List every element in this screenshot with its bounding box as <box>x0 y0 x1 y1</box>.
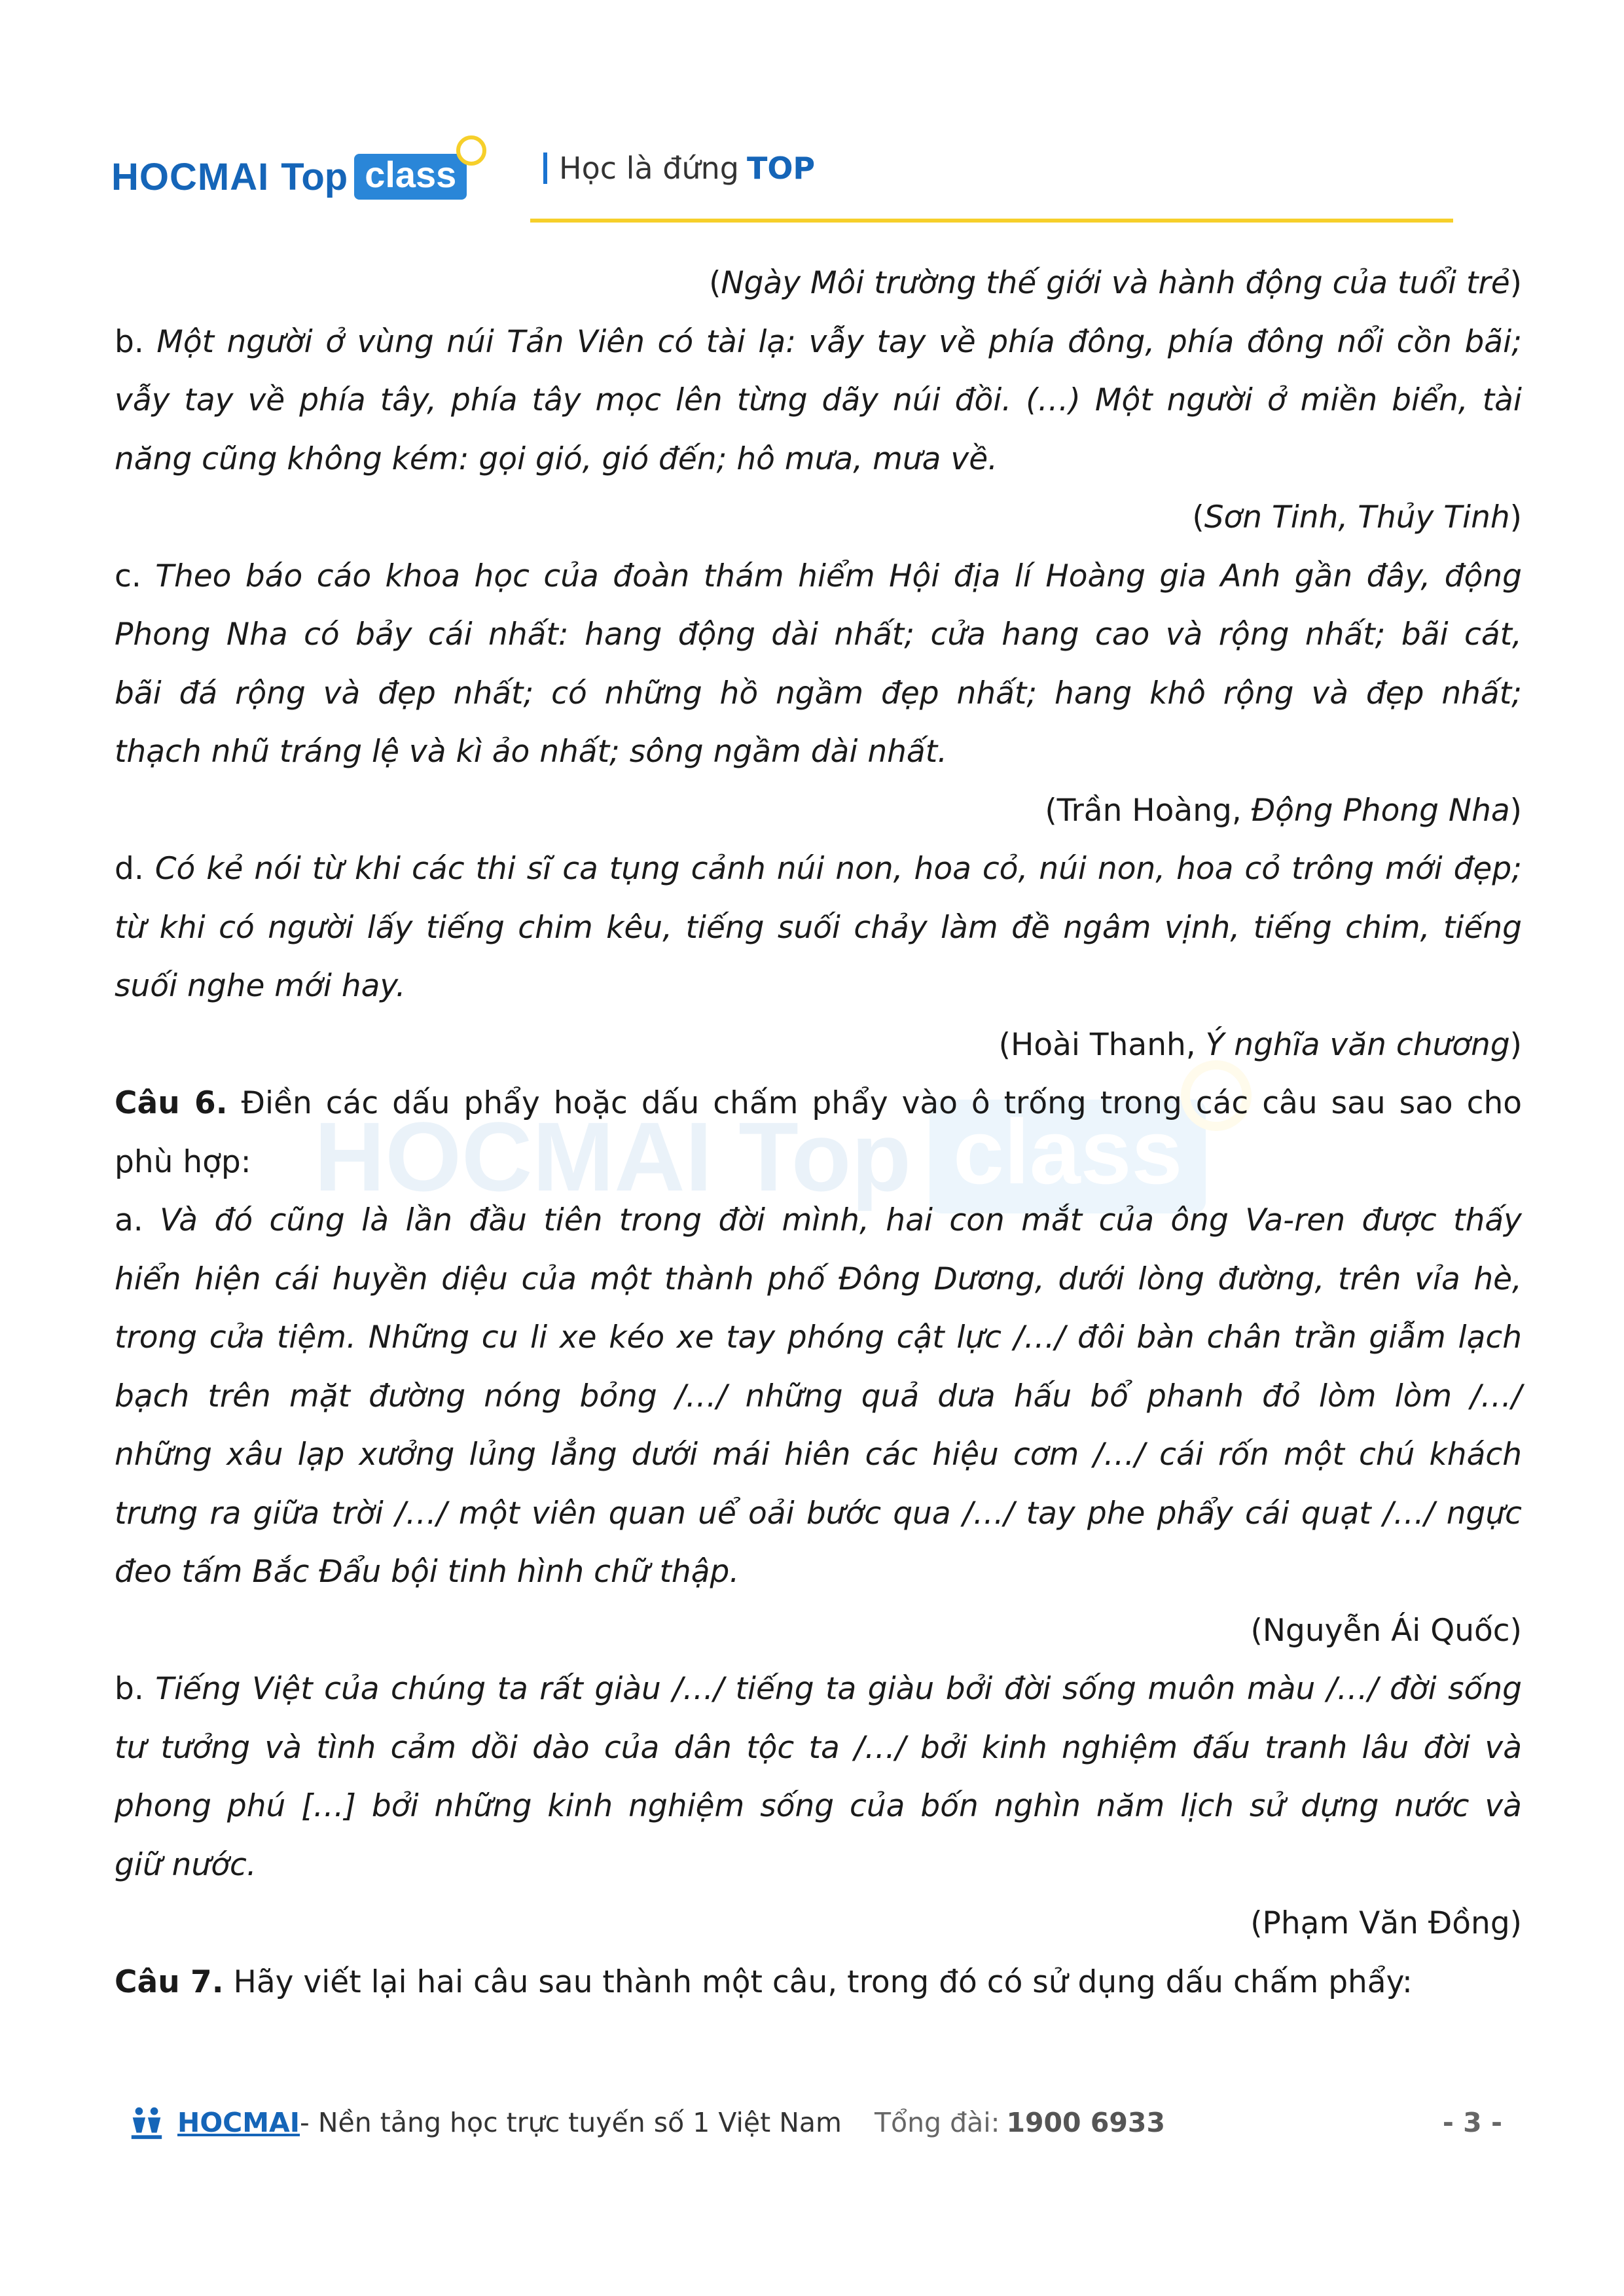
text-run: Một người ở vùng núi Tản Viên có tài lạ: vẫy tay về phía đông, phía đông nổi cồn bãi; <box>156 323 1522 360</box>
text-run: giữ nước. <box>115 1846 257 1883</box>
footer-hotline-number: 1900 6933 <box>1006 2107 1165 2138</box>
document-body <box>115 254 1522 2011</box>
text-line <box>115 1250 1522 1309</box>
citation-line <box>115 781 1522 840</box>
text-run: Và đó cũng là lần đầu tiên trong đời mình, hai con mắt của ông Va-ren được thấy <box>160 1202 1522 1238</box>
text-run: Theo báo cáo khoa học của đoàn thám hiểm Hội địa lí Hoàng gia Anh gần đây, động <box>155 558 1522 594</box>
text-run: năng cũng không kém: gọi gió, gió đến; hô mưa, mưa về. <box>115 440 998 477</box>
text-run: những xâu lạp xưởng lủng lẳng dưới mái hiên các hiệu cơm /…/ cái rốn một chú khách <box>115 1437 1522 1473</box>
text-run: Điền các dấu phẩy hoặc dấu chấm phẩy vào ô trống trong các câu sau sao cho <box>227 1085 1522 1121</box>
tagline-divider <box>543 152 547 184</box>
text-line <box>115 1719 1522 1778</box>
text-line <box>115 840 1522 899</box>
sun-icon <box>456 135 486 166</box>
text-run: ) <box>1509 499 1522 535</box>
text-run: Ý nghĩa văn chương <box>1205 1026 1510 1063</box>
footer-slogan: - Nền tảng học trực tuyến số 1 Việt Nam <box>300 2107 842 2138</box>
page-number: - 3 - <box>1442 2107 1502 2138</box>
text-line <box>115 1660 1522 1719</box>
tagline-emphasis: TOP <box>746 151 816 186</box>
footer-brand-link[interactable]: HOCMAI <box>177 2107 300 2138</box>
text-run: tư tưởng và tình cảm dồi dào của dân tộc ta /…/ bởi kinh nghiệm đấu tranh lâu đời và <box>115 1729 1522 1766</box>
watermark-hocmai-text: HOCMAI <box>314 1101 713 1211</box>
logo-top-text: Top <box>281 155 348 198</box>
watermark-class-text: class <box>953 1100 1183 1203</box>
logo-hocmai-text: HOCMAI <box>111 155 270 198</box>
text-run: từ khi có người lấy tiếng chim kêu, tiếng suối chảy làm đề ngâm vịnh, tiếng chim, tiếng <box>115 909 1522 946</box>
text-run: ( <box>709 265 721 301</box>
text-run: thạch nhũ tráng lệ và kì ảo nhất; sông ngầm dài nhất. <box>115 734 948 770</box>
text-run: (Hoài Thanh, <box>998 1026 1206 1063</box>
text-run: d. <box>115 851 155 887</box>
text-run: Hãy viết lại hai câu sau thành một câu, trong đó có sử dụng dấu chấm phẩy: <box>223 1964 1413 2000</box>
text-run: Động Phong Nha <box>1251 792 1510 829</box>
text-run: ) <box>1509 265 1522 301</box>
text-run: bãi đá rộng và đẹp nhất; có những hồ ngầm đẹp nhất; hang khô rộng và đẹp nhất; <box>115 675 1522 711</box>
text-line <box>115 899 1522 958</box>
text-run: Có kẻ nói từ khi các thi sĩ ca tụng cảnh núi non, hoa cỏ, núi non, hoa cỏ trông mới đẹp; <box>154 851 1523 887</box>
text-line <box>115 1543 1522 1602</box>
question-label: Câu 6. <box>115 1085 228 1121</box>
text-run: Sơn Tinh, Thủy Tinh <box>1204 499 1510 535</box>
text-run: bạch trên mặt đường nóng bỏng /…/ những quả dưa hấu bổ phanh đỏ lòm lòm /…/ <box>115 1378 1522 1414</box>
text-run: ) <box>1509 1026 1522 1063</box>
text-run: a. <box>115 1202 160 1238</box>
text-run: Tiếng Việt của chúng ta rất giàu /…/ tiếng ta giàu bởi đời sống muôn màu /…/ đời sống <box>155 1671 1523 1707</box>
text-run: b. <box>115 323 157 360</box>
watermark-top-text: Top <box>738 1101 912 1211</box>
hocmai-logo-icon <box>128 2104 166 2142</box>
citation-line <box>115 488 1522 547</box>
page-footer <box>128 2100 1502 2145</box>
citation-line <box>115 1016 1522 1075</box>
text-line <box>115 1367 1522 1426</box>
text-run: đeo tấm Bắc Đẩu bội tinh hình chữ thập. <box>115 1554 740 1590</box>
text-run: ( <box>1192 499 1204 535</box>
text-line <box>115 1074 1522 1133</box>
text-line <box>115 313 1522 372</box>
text-line <box>115 1836 1522 1895</box>
text-run: ) <box>1509 792 1522 829</box>
text-line <box>115 371 1522 430</box>
text-line <box>115 1308 1522 1367</box>
text-run: (Nguyễn Ái Quốc) <box>1250 1612 1522 1649</box>
text-run: hiển hiện cái huyền diệu của một thành phố Đông Dương, dưới lòng đường, trên vỉa hè, <box>115 1261 1522 1297</box>
text-line <box>115 664 1522 723</box>
text-line <box>115 723 1522 781</box>
text-line <box>115 1133 1522 1192</box>
text-line <box>115 1777 1522 1836</box>
header-logo <box>111 141 467 213</box>
text-run: suối nghe mới hay. <box>115 968 406 1004</box>
text-run: b. <box>115 1671 156 1707</box>
logo-class-badge <box>354 154 467 200</box>
citation-line <box>115 254 1522 313</box>
text-run: trưng ra giữa trời /…/ một viên quan uể oải bước qua /…/ tay phe phẩy cái quạt /…/ ngực <box>115 1495 1522 1532</box>
logo-class-text: class <box>365 154 457 195</box>
text-run: Ngày Môi trường thế giới và hành động của tuổi trẻ <box>721 265 1510 301</box>
text-line <box>115 605 1522 664</box>
text-run: c. <box>115 558 156 594</box>
text-run: trong cửa tiệm. Những cu li xe kéo xe tay phóng cật lực /…/ đôi bàn chân trần giẫm lạch <box>115 1319 1522 1355</box>
text-run: phong phú […] bởi những kinh nghiệm sống của bốn nghìn năm lịch sử dựng nước và <box>115 1788 1522 1824</box>
text-line <box>115 1191 1522 1250</box>
header-tagline <box>543 151 815 186</box>
text-run: Phong Nha có bảy cái nhất: hang động dài nhất; cửa hang cao và rộng nhất; bãi cát, <box>115 617 1522 653</box>
text-run: (Trần Hoàng, <box>1045 792 1252 829</box>
text-run: (Phạm Văn Đồng) <box>1250 1905 1522 1941</box>
citation-line <box>115 1602 1522 1660</box>
text-line <box>115 1426 1522 1484</box>
header-underline <box>530 219 1453 223</box>
text-run: phù hợp: <box>115 1143 251 1180</box>
citation-line <box>115 1894 1522 1953</box>
text-line <box>115 1484 1522 1543</box>
text-line <box>115 430 1522 489</box>
tagline-prefix: Học là đứng <box>559 151 739 186</box>
text-line <box>115 957 1522 1016</box>
text-run: vẫy tay về phía tây, phía tây mọc lên từng dãy núi đồi. (…) Một người ở miền biển, tài <box>115 382 1522 418</box>
text-line <box>115 547 1522 606</box>
footer-hotline-label: Tổng đài: <box>874 2107 1000 2138</box>
text-line <box>115 1953 1522 2012</box>
question-label: Câu 7. <box>115 1964 224 2000</box>
